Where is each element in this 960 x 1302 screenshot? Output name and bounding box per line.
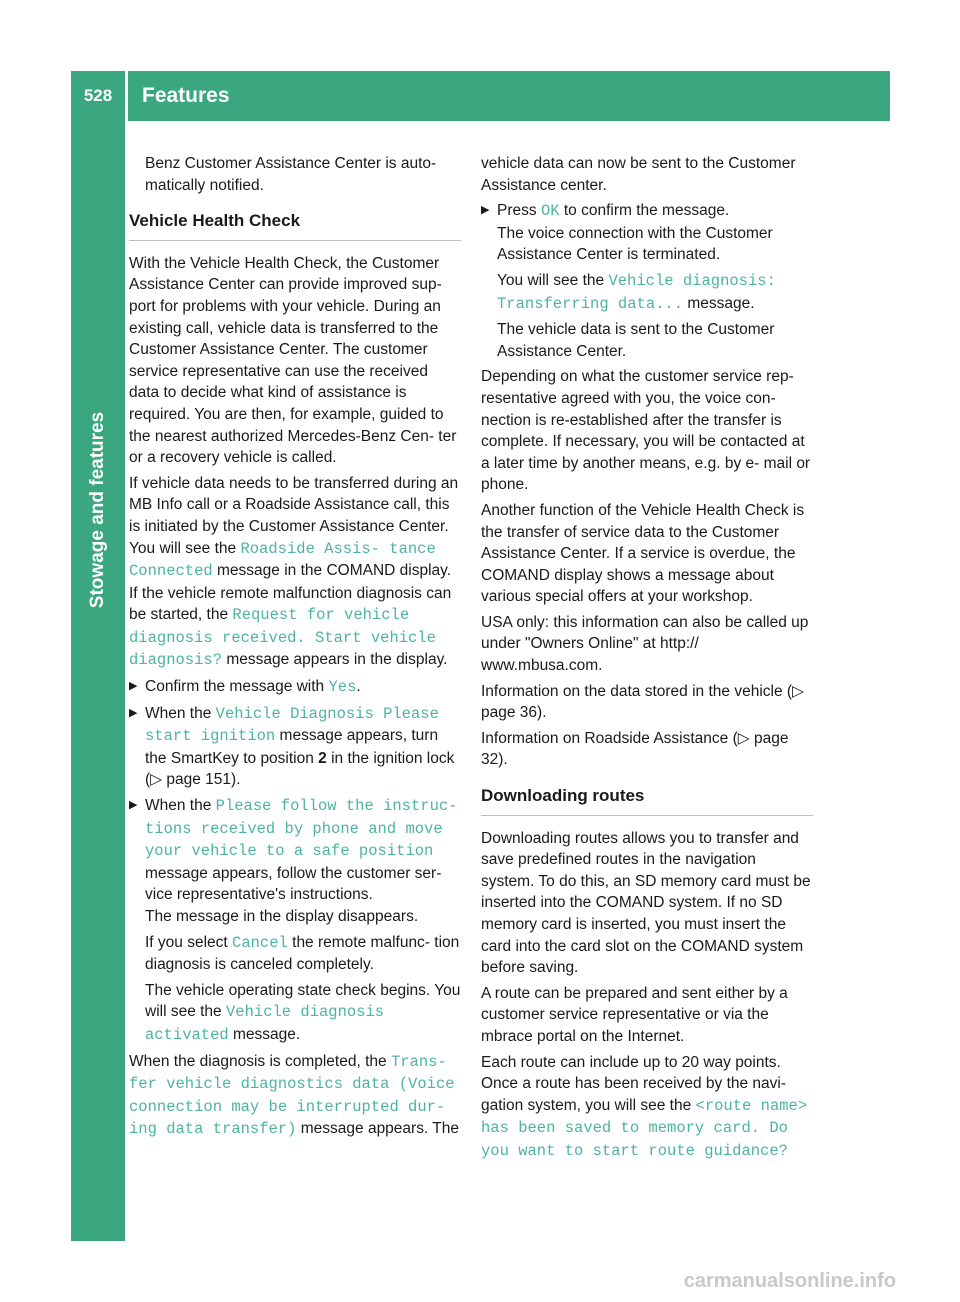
instruction-step: ▶ Confirm the message with Yes. bbox=[129, 678, 361, 697]
arrow-icon: ▶ bbox=[129, 799, 138, 812]
paragraph: Each route can include up to 20 way points. Once a route has been received by the navi- gation system, you will see the <route name> has been saved to memory card. Do you want to start route guidance? bbox=[481, 1053, 808, 1160]
paragraph: Another function of the Vehicle Health Check is the transfer of service data to the Customer Assistance Center. If a service is overdue, the COMAND display shows a message about various special offers at your workshop. bbox=[481, 501, 805, 606]
instruction-step: ▶ When the Vehicle Diagnosis Please start ignition message appears, turn the SmartKey to position 2 in the ignition lock (▷ page 151). bbox=[129, 704, 455, 789]
paragraph: Depending on what the customer service rep- resentative agreed with you, the voice con- nection is re-established after the transfer is complete. If necessary, you will be contacted at a later time by another means, e.g. by e- mail or phone. bbox=[481, 368, 811, 494]
paragraph: Downloading routes allows you to transfer and save predefined routes in the navigation system. To do this, an SD memory card must be inserted into the COMAND system. If no SD memory card is inserted, you must insert the card into the card slot on the COMAND system before saving. bbox=[481, 829, 811, 977]
paragraph: With the Vehicle Health Check, the Customer Assistance Center can provide improved sup- port for problems with your vehicle. During an existing call, vehicle data is transferred to the Customer Assistance Center. The customer service representative can use the received data to decide what kind of assistance is required. You are then, for example, guided to the nearest authorized Mercedes-Benz Cen- ter or a recovery vehicle is called. bbox=[129, 254, 457, 467]
instruction-step: ▶ When the Please follow the instruc‐ tions received by phone and move your vehicle to a safe position message appears, follow the customer ser- vice representative's instructions. The message in the display disappears. bbox=[129, 797, 458, 925]
paragraph: If you select Cancel the remote malfunc- tion diagnosis is canceled completely. bbox=[145, 933, 460, 974]
paragraph: A route can be prepared and sent either by a customer service representative or via the mbrace portal on the Internet. bbox=[481, 984, 788, 1045]
display-message: Vehicle diagnosis: Transferring data... bbox=[497, 271, 776, 313]
heading-downloading-routes: Downloading routes bbox=[481, 785, 813, 816]
header-divider bbox=[125, 71, 128, 121]
display-message: Roadside Assis‐ tance Connected bbox=[129, 539, 436, 581]
display-message: Yes bbox=[328, 678, 357, 697]
instruction-step: ▶ Press OK to confirm the message. The voice connection with the Customer Assistance Center is terminated. bbox=[481, 202, 773, 264]
paragraph: If vehicle data needs to be transferred during an MB Info call or a Roadside Assistance call, this is initiated by the Customer Assistance Center. You will see the Roadside Assis‐ tance Connected message in the COMAND display. If the vehicle remote malfunction diagnosis can be started, the Request for vehicle diagnosis received. Start vehicle diagnosis? message appears in the display. bbox=[129, 474, 459, 670]
arrow-icon: ▶ bbox=[481, 204, 490, 217]
arrow-icon: ▶ bbox=[129, 680, 138, 693]
page-number: 528 bbox=[83, 86, 113, 105]
display-message: <route name> has been saved to memory card. Do you want to start route guidance? bbox=[481, 1096, 808, 1160]
display-message: Vehicle diagnosis activated bbox=[145, 1003, 385, 1044]
paragraph: USA only: this information can also be called up under "Owners Online" at http:// www.mbusa.com. bbox=[481, 613, 809, 675]
display-message: Please follow the instruc‐ tions received by phone and move your vehicle to a safe position bbox=[145, 797, 458, 861]
left-column bbox=[129, 153, 461, 1145]
arrow-icon: ▶ bbox=[129, 706, 138, 719]
side-tab bbox=[71, 121, 125, 1241]
section-title: Features bbox=[142, 84, 230, 107]
display-message: Cancel bbox=[232, 933, 288, 952]
display-message: Request for vehicle diagnosis received. Start vehicle diagnosis? bbox=[129, 606, 436, 670]
display-message: Vehicle Diagnosis Please start ignition bbox=[145, 704, 439, 746]
display-message: OK bbox=[540, 202, 560, 221]
paragraph: Information on the data stored in the vehicle (▷ page 36). bbox=[481, 682, 804, 722]
side-tab-label: Stowage and features bbox=[87, 411, 108, 609]
heading-vehicle-health-check: Vehicle Health Check bbox=[129, 210, 461, 241]
paragraph: You will see the Vehicle diagnosis: Transferring data... message. bbox=[497, 271, 776, 313]
paragraph: Benz Customer Assistance Center is auto- matically notified. bbox=[145, 155, 437, 194]
paragraph: Information on Roadside Assistance (▷ page 32). bbox=[481, 729, 789, 769]
paragraph: The vehicle data is sent to the Customer Assistance Center. bbox=[497, 321, 775, 360]
paragraph: The vehicle operating state check begins. You will see the Vehicle diagnosis activated message. bbox=[145, 981, 461, 1044]
display-message: Trans‐ fer vehicle diagnostics data (Voice connection may be interrupted dur‐ ing data transfer) bbox=[129, 1052, 455, 1139]
paragraph: vehicle data can now be sent to the Customer Assistance center. bbox=[481, 155, 796, 194]
right-column bbox=[481, 153, 813, 1167]
watermark: carmanualsonline.info bbox=[683, 1270, 896, 1292]
paragraph: When the diagnosis is completed, the Trans‐ fer vehicle diagnostics data (Voice connection may be interrupted dur‐ ing data transfer) message appears. The bbox=[129, 1052, 459, 1139]
